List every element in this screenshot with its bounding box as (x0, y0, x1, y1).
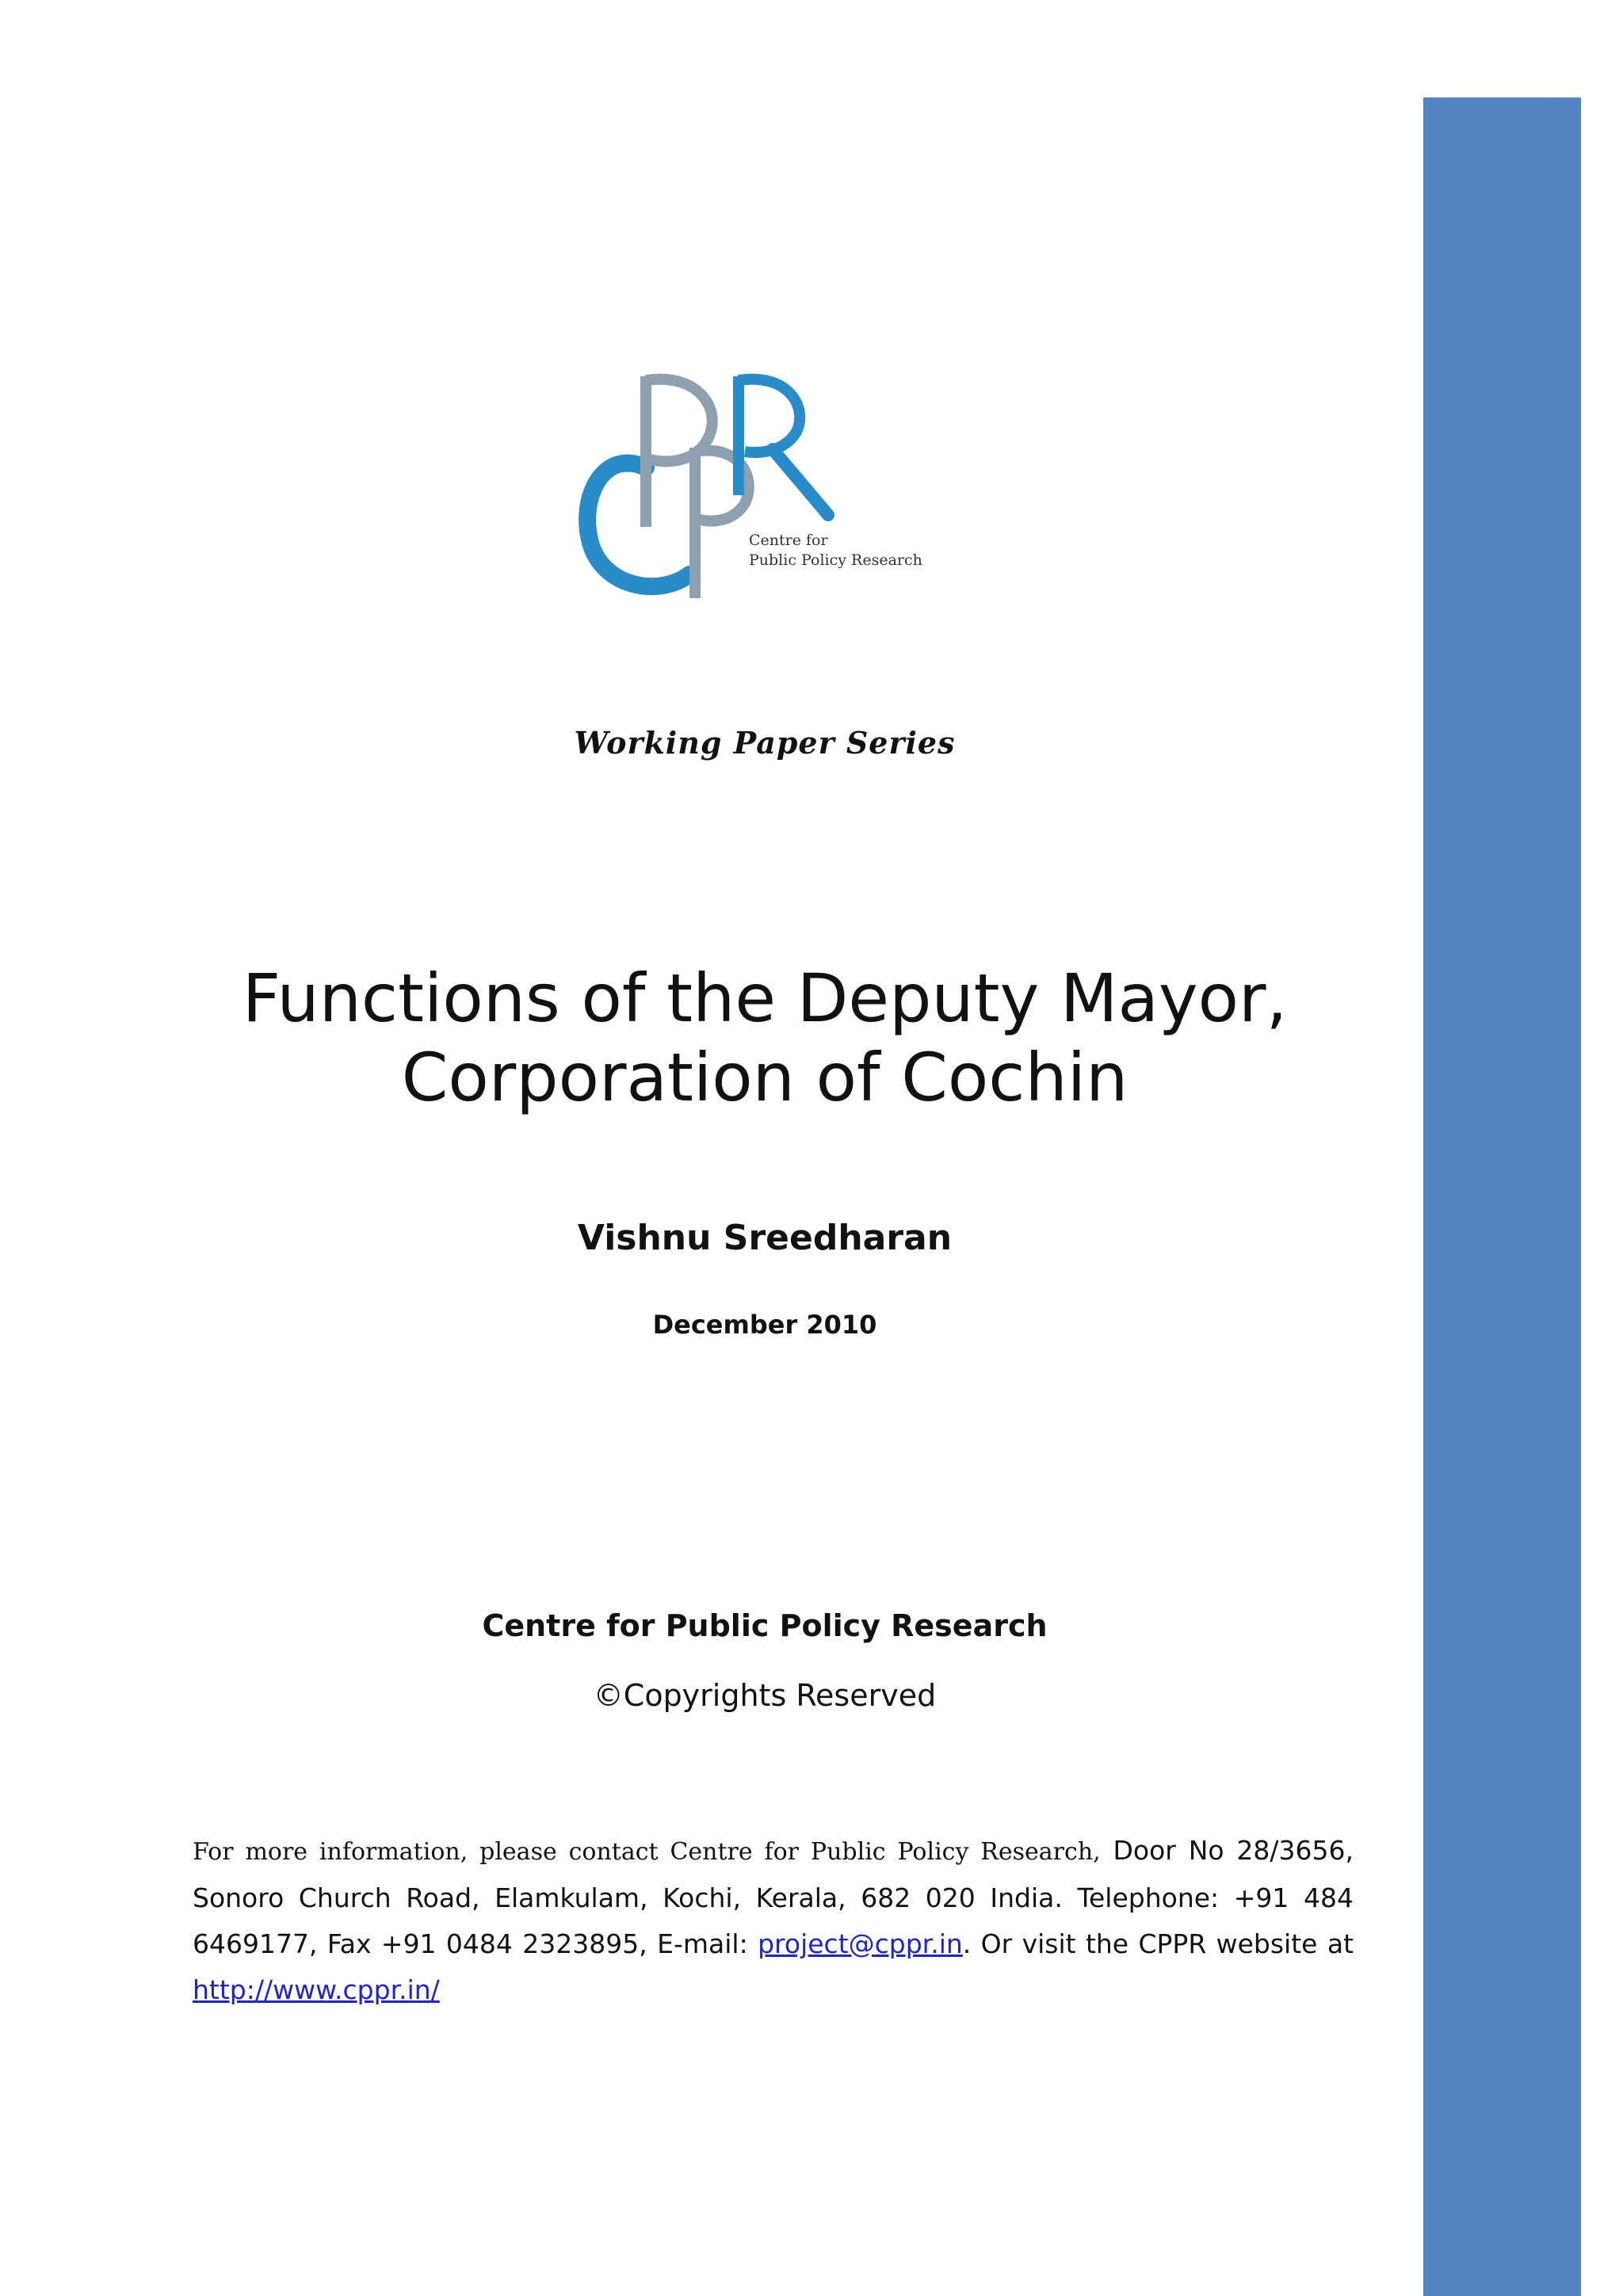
email-link[interactable]: project@cppr.in (758, 1928, 963, 1959)
contact-address: Door No 28/3656, Sonoro Church Road, Elamkulam, Kochi, Kerala, 682 020 India. Telephone: +91 484 6469177, Fax +91 0484 2323895, E-mail: (193, 1835, 1354, 1959)
contact-intro: For more information, please contact Centre for Public Policy Research, (193, 1838, 1101, 1866)
contact-middle: . Or visit the CPPR website at (962, 1928, 1354, 1959)
series-label: Working Paper Series (574, 725, 956, 761)
website-link[interactable]: http://www.cppr.in/ (193, 1974, 440, 2005)
publication-date: December 2010 (652, 1310, 877, 1340)
side-accent-bar (1423, 97, 1581, 2296)
organization-name: Centre for Public Policy Research (482, 1608, 1048, 1643)
contact-info (193, 1828, 1354, 2013)
title-line-2: Corporation of Cochin (401, 1039, 1128, 1116)
logo-line-1: Centre for (749, 532, 828, 549)
cppr-logo (571, 360, 935, 606)
author-name: Vishnu Sreedharan (577, 1218, 953, 1258)
copyright-notice: ©Copyrights Reserved (593, 1678, 937, 1713)
document-title (127, 959, 1403, 1117)
title-line-1: Functions of the Deputy Mayor, (242, 959, 1288, 1037)
logo-line-2: Public Policy Research (749, 551, 922, 569)
logo-caption (749, 531, 922, 570)
